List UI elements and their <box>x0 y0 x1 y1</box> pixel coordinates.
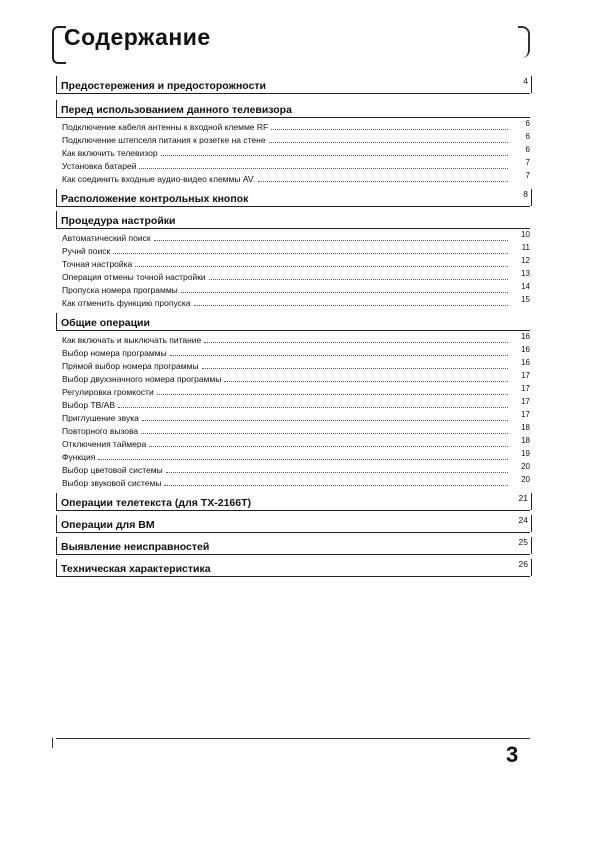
section-border-right <box>531 493 532 510</box>
dot-leader <box>149 446 508 447</box>
toc-entry-title: Точная настройка <box>62 259 133 269</box>
toc-entry[interactable] <box>62 437 530 450</box>
toc-entry[interactable] <box>62 283 530 296</box>
dot-leader <box>166 472 508 473</box>
toc-entry[interactable] <box>62 372 530 385</box>
toc-section <box>56 211 530 309</box>
section-page-number: 25 <box>518 537 528 547</box>
title-block <box>52 20 530 64</box>
toc-entry-title: Прямой выбор номера программы <box>62 361 199 371</box>
dot-leader <box>258 181 508 182</box>
toc-entry-page: 17 <box>521 397 530 406</box>
dot-leader <box>118 407 508 408</box>
toc-entry-page: 15 <box>521 295 530 304</box>
dot-leader <box>142 420 508 421</box>
dot-leader <box>204 342 508 343</box>
toc-entry[interactable] <box>62 411 530 424</box>
toc-entry[interactable] <box>62 424 530 437</box>
toc-entry-page: 12 <box>521 256 530 265</box>
section-page-number: 26 <box>518 559 528 569</box>
toc-entry[interactable] <box>62 359 530 372</box>
toc-entry[interactable] <box>62 120 530 133</box>
section-title: Расположение контрольных кнопок <box>61 193 249 205</box>
toc-entry-title: Как включать и выключать питание <box>62 335 202 345</box>
section-title: Операции для ВМ <box>61 519 155 531</box>
toc-entry-title: Выбор двухзначного номера программы <box>62 374 222 384</box>
toc-entry-title: Функция <box>62 452 96 462</box>
toc-entry-page: 17 <box>521 384 530 393</box>
toc-section <box>56 76 530 94</box>
toc-entry-title: Повторного вызова <box>62 426 139 436</box>
section-heading[interactable] <box>56 559 530 577</box>
bottom-bracket <box>52 738 53 748</box>
toc-entry[interactable] <box>62 463 530 476</box>
toc-entry-title: Как отменить функцию пропуска <box>62 298 191 308</box>
toc-section <box>56 189 530 207</box>
page-title: Содержание <box>64 24 211 50</box>
toc-entry-page: 7 <box>525 158 530 167</box>
section-heading[interactable] <box>56 211 530 229</box>
toc-entry[interactable] <box>62 244 530 257</box>
toc-entry-title: Как соединить входные аудио-видео клеммы AV. <box>62 174 256 184</box>
dot-leader <box>154 240 508 241</box>
toc-entry-page: 10 <box>521 230 530 239</box>
toc-entry-page: 16 <box>521 358 530 367</box>
toc-entry[interactable] <box>62 133 530 146</box>
toc-entry-page: 19 <box>521 449 530 458</box>
table-of-contents <box>56 72 530 577</box>
section-heading[interactable] <box>56 189 530 207</box>
toc-entry[interactable] <box>62 450 530 463</box>
toc-entry-page: 20 <box>521 462 530 471</box>
bottom-rule <box>56 738 530 739</box>
toc-entry-title: Пропуска номера программы <box>62 285 178 295</box>
dot-leader <box>271 129 508 130</box>
toc-entry-title: Операция отмены точной настройки <box>62 272 206 282</box>
toc-entry-page: 16 <box>521 332 530 341</box>
dot-leader <box>181 292 508 293</box>
toc-entry-page: 13 <box>521 269 530 278</box>
toc-entry-page: 7 <box>525 171 530 180</box>
toc-entry-page: 6 <box>525 145 530 154</box>
dot-leader <box>98 459 508 460</box>
section-page-number: 4 <box>523 76 528 86</box>
title-corner <box>518 26 530 58</box>
dot-leader <box>224 381 508 382</box>
section-items <box>56 231 530 309</box>
dot-leader <box>209 279 508 280</box>
toc-entry-page: 17 <box>521 371 530 380</box>
section-heading[interactable] <box>56 537 530 555</box>
toc-entry[interactable] <box>62 346 530 359</box>
toc-entry-page: 11 <box>521 243 530 252</box>
toc-entry-title: Автоматический поиск <box>62 233 151 243</box>
section-border-right <box>531 76 532 93</box>
toc-section <box>56 100 530 185</box>
section-title: Выявление неисправностей <box>61 541 210 553</box>
dot-leader <box>141 433 508 434</box>
toc-entry-page: 16 <box>521 345 530 354</box>
dot-leader <box>269 142 508 143</box>
section-heading[interactable] <box>56 76 530 94</box>
toc-entry-page: 18 <box>521 436 530 445</box>
toc-entry[interactable] <box>62 270 530 283</box>
toc-section <box>56 559 530 577</box>
toc-entry[interactable] <box>62 398 530 411</box>
section-heading[interactable] <box>56 100 530 118</box>
toc-entry-title: Выбор цветовой системы <box>62 465 163 475</box>
toc-entry-title: Подключение штепселя питания к розетке на стене <box>62 135 266 145</box>
toc-entry[interactable] <box>62 172 530 185</box>
section-title: Техническая характеристика <box>61 563 211 575</box>
section-border-right <box>531 515 532 532</box>
section-page-number: 24 <box>518 515 528 525</box>
section-heading[interactable] <box>56 493 530 511</box>
section-items <box>56 120 530 185</box>
toc-entry-page: 6 <box>525 119 530 128</box>
toc-section <box>56 537 530 555</box>
toc-entry-page: 14 <box>521 282 530 291</box>
page-number: 3 <box>506 742 519 767</box>
toc-entry-title: Выбор звуковой системы <box>62 478 162 488</box>
toc-entry-page: 20 <box>521 475 530 484</box>
toc-entry[interactable] <box>62 231 530 244</box>
dot-leader <box>170 355 508 356</box>
section-title: Предостережения и предосторожности <box>61 80 267 92</box>
toc-entry[interactable] <box>62 146 530 159</box>
dot-leader <box>139 168 508 169</box>
toc-entry[interactable] <box>62 476 530 489</box>
section-heading[interactable] <box>56 515 530 533</box>
toc-entry-page: 17 <box>521 410 530 419</box>
toc-entry-title: Выбор номера программы <box>62 348 167 358</box>
toc-entry[interactable] <box>62 296 530 309</box>
section-border-right <box>531 537 532 554</box>
section-title: Операции телетекста (для TX-2166T) <box>61 497 251 509</box>
section-title: Процедура настройки <box>61 215 176 227</box>
toc-entry-title: Ручнй поиск <box>62 246 111 256</box>
toc-section <box>56 313 530 489</box>
dot-leader <box>157 394 508 395</box>
toc-entry-title: Выбор ТВ/АВ <box>62 400 116 410</box>
toc-entry-page: 18 <box>521 423 530 432</box>
dot-leader <box>161 155 508 156</box>
toc-entry[interactable] <box>62 333 530 346</box>
section-border-right <box>531 559 532 576</box>
toc-entry[interactable] <box>62 257 530 270</box>
section-title: Перед использованием данного телевизора <box>61 104 292 116</box>
toc-entry-title: Как включить телевизор <box>62 148 158 158</box>
toc-entry-title: Приглушение звука <box>62 413 139 423</box>
toc-entry-title: Подключение кабеля антенны к входной клемме RF <box>62 122 269 132</box>
dot-leader <box>194 305 508 306</box>
toc-section <box>56 515 530 533</box>
toc-entry-page: 6 <box>525 132 530 141</box>
section-page-number: 8 <box>523 189 528 199</box>
toc-entry-title: Регулировка громкости <box>62 387 154 397</box>
section-heading[interactable] <box>56 313 530 331</box>
dot-leader <box>202 368 508 369</box>
section-items <box>56 333 530 489</box>
toc-entry-title: Отключения таймера <box>62 439 147 449</box>
dot-leader <box>135 266 508 267</box>
toc-entry-title: Установка батарей <box>62 161 137 171</box>
section-border-right <box>531 189 532 206</box>
toc-entry[interactable] <box>62 385 530 398</box>
toc-entry[interactable] <box>62 159 530 172</box>
section-title: Общие операции <box>61 317 150 329</box>
section-page-number: 21 <box>518 493 528 503</box>
toc-section <box>56 493 530 511</box>
dot-leader <box>113 253 508 254</box>
dot-leader <box>164 485 508 486</box>
